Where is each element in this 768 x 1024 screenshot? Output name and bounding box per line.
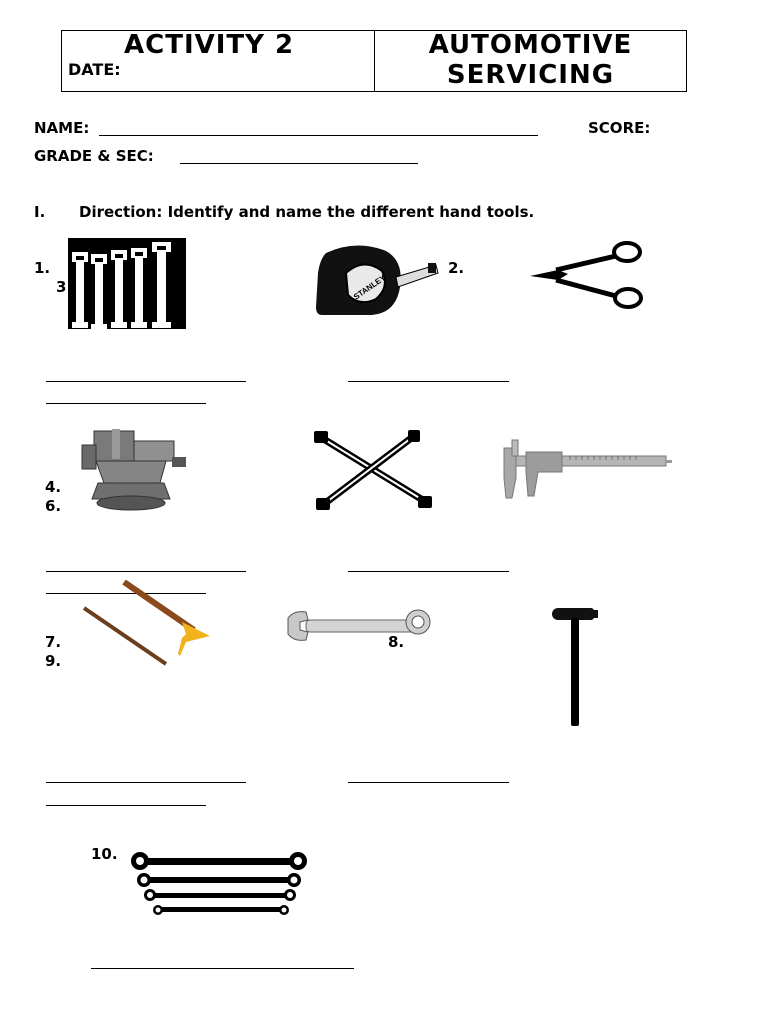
subject-line2: SERVICING <box>446 60 615 90</box>
bench-vise-image <box>76 425 188 511</box>
grade-line[interactable] <box>180 163 418 164</box>
answer-line[interactable] <box>348 381 509 382</box>
grade-label: GRADE & SEC: <box>34 147 154 165</box>
tape-brand-label: STANLEY <box>351 273 388 302</box>
try-square-image <box>82 580 212 666</box>
name-label: NAME: <box>34 119 90 137</box>
item-number-6: 6. <box>45 497 62 515</box>
direction-text: Direction: Identify and name the different hand tools. <box>79 203 535 221</box>
item-number-1: 1. <box>34 259 51 277</box>
date-label: DATE: <box>68 60 121 79</box>
activity-title: ACTIVITY 2 <box>124 30 295 60</box>
answer-line[interactable] <box>46 571 246 572</box>
open-end-wrench-set-image <box>68 238 186 329</box>
answer-line[interactable] <box>348 571 509 572</box>
item-number-2: 2. <box>448 259 465 277</box>
box-end-wrench-set-image <box>130 848 310 920</box>
cross-lug-wrench-image <box>312 430 434 512</box>
answer-line[interactable] <box>91 968 354 969</box>
tape-measure-image <box>316 243 440 317</box>
score-label: SCORE: <box>588 119 651 137</box>
answer-line[interactable] <box>46 403 206 404</box>
combination-wrench-image <box>286 608 432 644</box>
answer-line[interactable] <box>46 782 246 783</box>
item-number-7: 7. <box>45 633 62 651</box>
item-number-10: 10. <box>91 845 118 863</box>
direction-numeral: I. <box>34 203 46 221</box>
answer-line[interactable] <box>46 381 246 382</box>
answer-line[interactable] <box>46 805 206 806</box>
item-number-4: 4. <box>45 478 62 496</box>
vernier-caliper-image <box>500 438 672 502</box>
tin-snips-image <box>528 240 644 310</box>
ball-peen-hammer-image <box>548 604 602 728</box>
name-line[interactable] <box>99 135 538 136</box>
answer-line[interactable] <box>348 782 509 783</box>
item-number-8: 8. <box>388 633 405 651</box>
item-number-9: 9. <box>45 652 62 670</box>
item-number-3: 3 <box>56 278 67 296</box>
subject-line1: AUTOMOTIVE <box>428 30 633 60</box>
